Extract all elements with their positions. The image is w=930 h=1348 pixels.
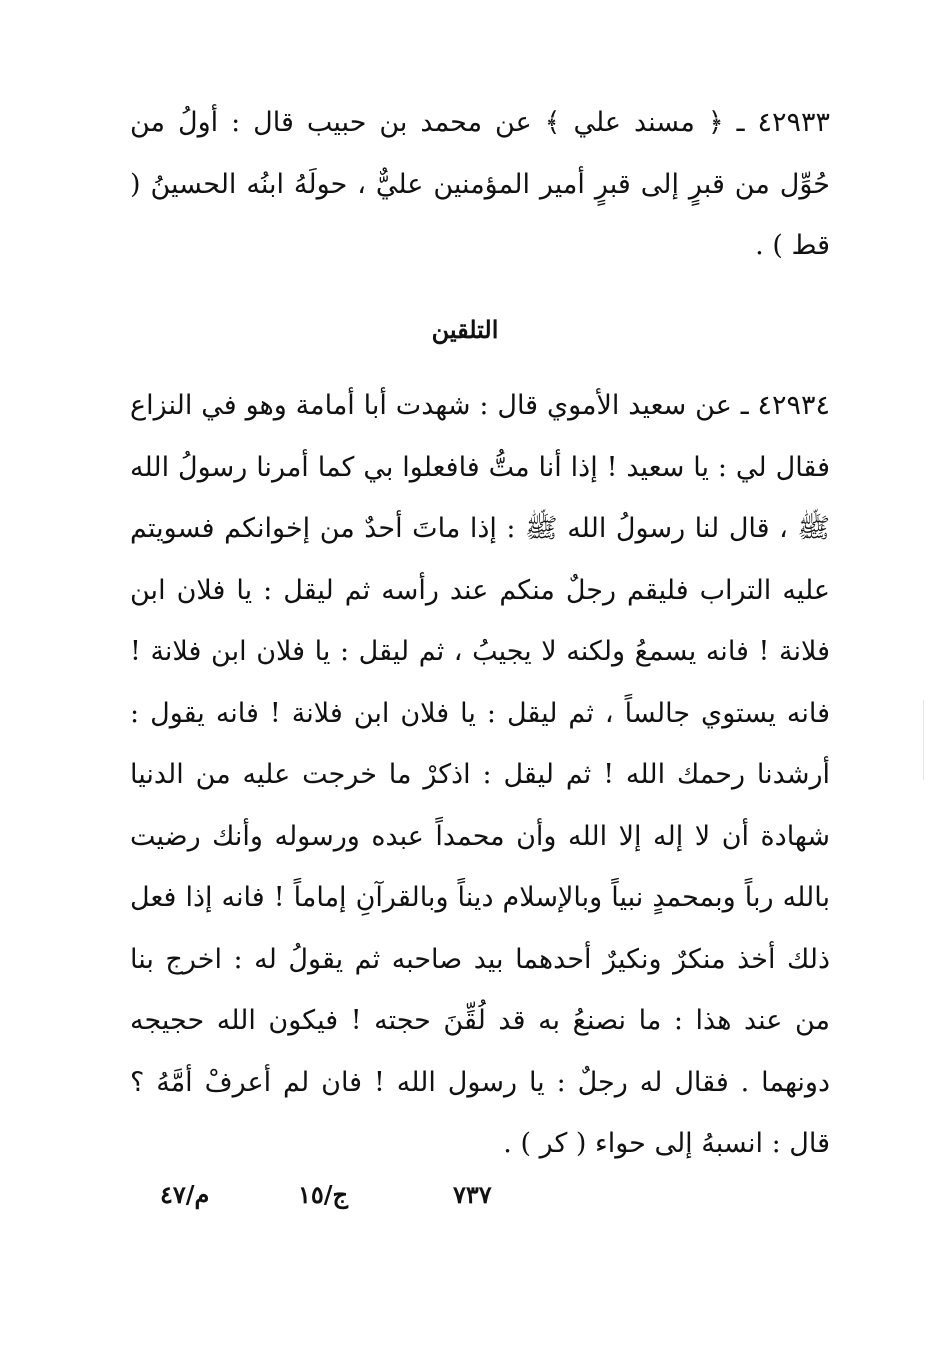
hadith-entry-42934: ٤٢٩٣٤ ـ عن سعيد الأموي قال : شهدت أبا أمامة وهو في النزاع فقال لي : يا سعيد ! إذا أنا متُّ فافعلوا بي كما أمرنا رسولُ الله ﷺ ، قال لنا رسولُ الله ﷺ : إذا ماتَ أحدٌ من إخوانكم فسويتم عليه التراب فليقم رجلٌ منكم عند رأسه ثم ليقل : يا فلان ابن فلانة ! فانه يسمعُ ولكنه لا يجيبُ ، ثم ليقل : يا فلان ابن فلانة ! فانه يستوي جالساً ، ثم ليقل : يا فلان ابن فلانة ! فانه يقول : أرشدنا رحمك الله ! ثم ليقل : اذكرْ ما خرجت عليه من الدنيا شهادة أن لا إله إلا الله وأن محمداً عبده ورسوله وأنك رضيت بالله رباً وبمحمدٍ نبياً وبالإسلام ديناً وبالقرآنِ إماماً ! فانه إذا فعل ذلك أخذ منكرٌ ونكيرٌ أحدهما بيد صاحبه ثم يقولُ له : اخرج بنا من عند هذا : ما نصنعُ به قد لُقِّنَ حجته ! فيكون الله حجيجه دونهما . فقال له رجلٌ : يا رسول الله ! فان لم أعرفْ أمَّهُ ؟ قال : انسبهُ إلى حواء ( كر ) .	[130, 390, 830, 1159]
footer-volume: ج/١٥	[298, 1180, 349, 1209]
page-footer	[0, 1172, 930, 1222]
page-edge-mark	[923, 700, 924, 780]
hadith-entry-42933: ٤٢٩٣٣ ـ ﴿ مسند علي ﴾ عن محمد بن حبيب قال : أولُ من حُوِّل من قبرٍ إلى قبرٍ أمير المؤمنين عليٌّ ، حولَهُ ابنُه الحسينُ ( قط ) .	[130, 107, 830, 261]
page-number: ٧٣٧	[453, 1180, 492, 1209]
section-title: التلقين	[431, 315, 499, 344]
footer-code: م/٤٧	[160, 1180, 210, 1209]
